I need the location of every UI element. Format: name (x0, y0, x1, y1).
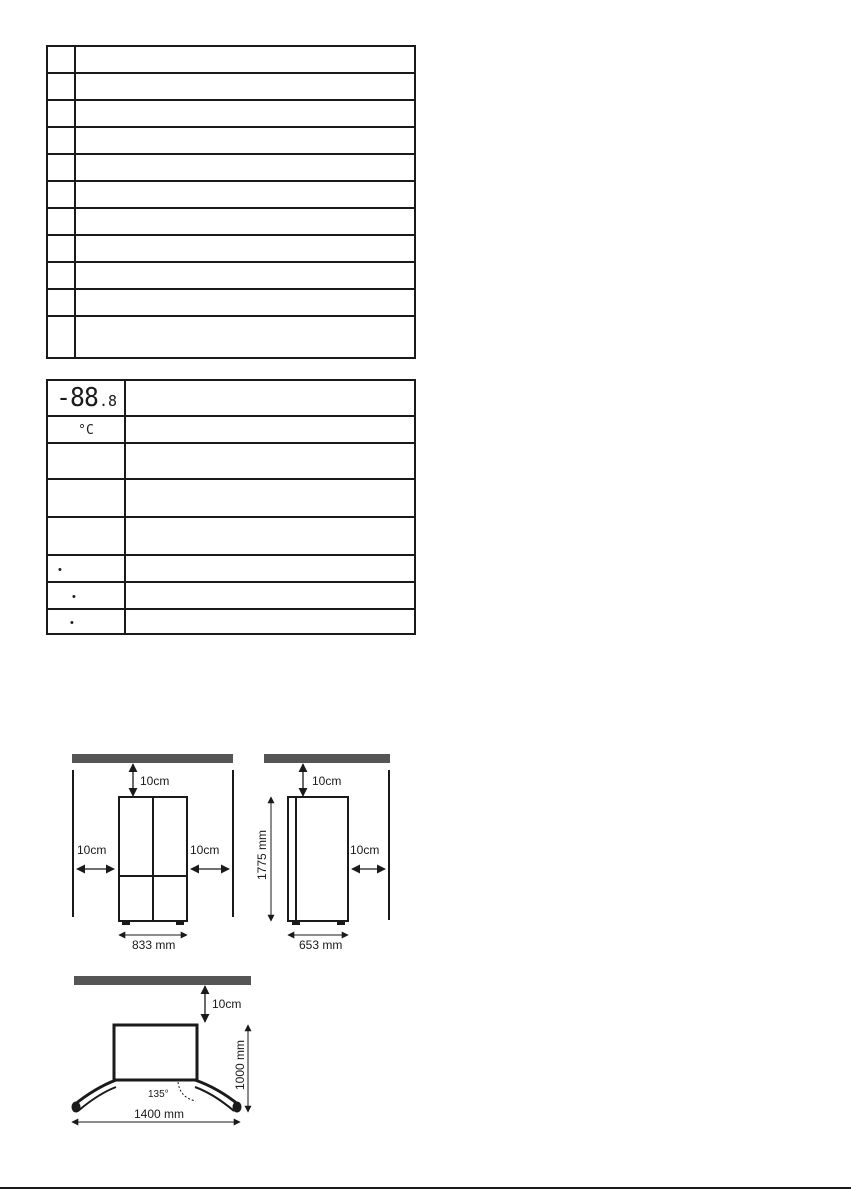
ceiling-bar (72, 754, 233, 763)
open-door-left (72, 1080, 116, 1112)
clearance-back-label: 10cm (350, 843, 380, 857)
plan-depth-label: 1000 mm (233, 1039, 247, 1090)
temperature-display-digits: -88 (56, 383, 98, 413)
celsius-indicator: °C (78, 422, 94, 438)
ceiling-bar (74, 976, 251, 985)
height-label: 1775 mm (255, 829, 269, 880)
clearance-top-label: 10cm (140, 774, 170, 788)
door-angle-label: 135° (148, 1089, 169, 1100)
fridge-front-outline (119, 797, 187, 924)
width-label: 833 mm (132, 938, 176, 952)
fridge-side-outline (288, 797, 348, 924)
clearance-left-label: 10cm (77, 843, 107, 857)
depth-label: 653 mm (299, 938, 343, 952)
clearance-right-label: 10cm (190, 843, 220, 857)
open-width-label: 1400 mm (134, 1107, 185, 1121)
indicator-dot-icon: • (72, 590, 76, 603)
door-angle-arc (178, 1082, 196, 1101)
indicator-dot-icon: • (58, 563, 62, 576)
clearance-top-label: 10cm (212, 997, 242, 1011)
ceiling-bar (264, 754, 390, 763)
front-view-diagram (72, 754, 233, 952)
clearance-top-label: 10cm (312, 774, 342, 788)
temperature-display-decimal: .8 (98, 392, 118, 410)
plan-view-diagram (72, 976, 251, 1122)
side-view-diagram (255, 754, 390, 952)
fridge-plan-outline (114, 1025, 197, 1080)
indicator-dot-icon: • (70, 616, 74, 629)
page-bottom-rule (0, 1187, 851, 1189)
